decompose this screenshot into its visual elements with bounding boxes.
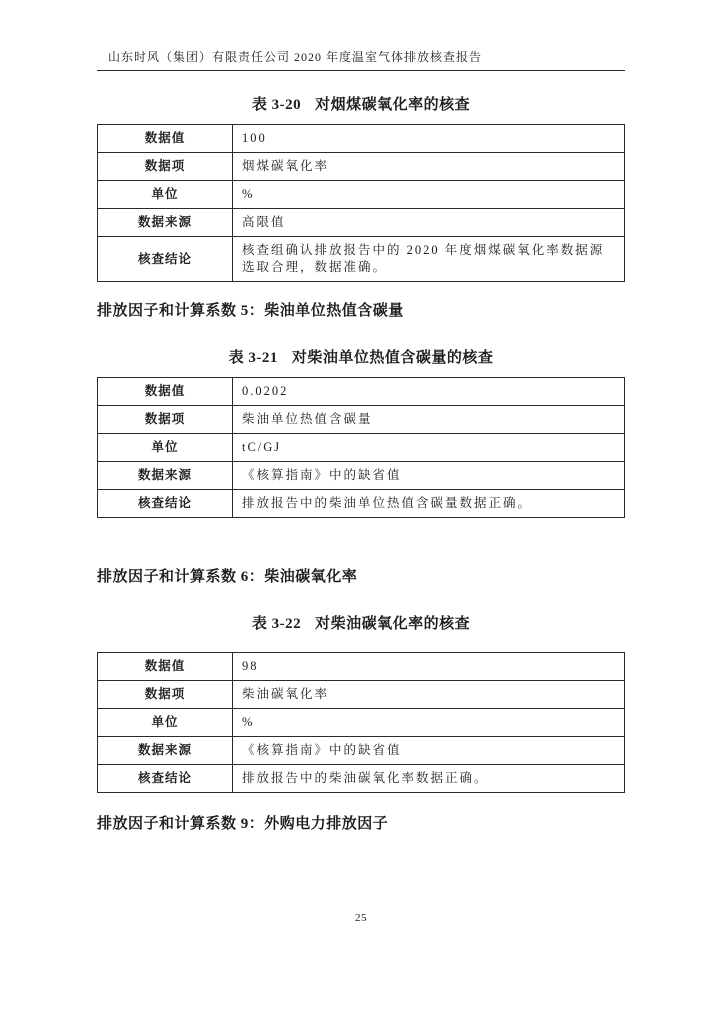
table-row (98, 490, 625, 518)
table-row (98, 209, 625, 237)
row-value-data-source: 《核算指南》中的缺省值 (233, 737, 625, 765)
row-value-data-item: 柴油碳氧化率 (233, 681, 625, 709)
table-caption-title: 对烟煤碳氧化率的核查 (315, 97, 471, 113)
section-heading-factor-5: 排放因子和计算系数 5：柴油单位热值含碳量 (97, 303, 404, 319)
row-label-data-value: 数据值 (98, 125, 233, 153)
table-row (98, 765, 625, 793)
row-value-data-value: 100 (233, 125, 625, 153)
table-row (98, 125, 625, 153)
verification-table-3-20 (97, 124, 625, 282)
row-value-data-value: 98 (233, 653, 625, 681)
row-label-unit: 单位 (98, 434, 233, 462)
table-row (98, 653, 625, 681)
row-value-unit: % (233, 181, 625, 209)
table-caption-3-20 (97, 96, 625, 115)
verification-table-3-22 (97, 652, 625, 793)
table-row (98, 709, 625, 737)
header-title: 山东时风（集团）有限责任公司 2020 年度温室气体排放核查报告 (108, 50, 483, 64)
table-row (98, 681, 625, 709)
row-value-data-item: 柴油单位热值含碳量 (233, 406, 625, 434)
table-caption-3-22 (97, 615, 625, 634)
row-value-unit: tC/GJ (233, 434, 625, 462)
section-heading-factor-9: 排放因子和计算系数 9：外购电力排放因子 (97, 816, 389, 832)
page-content (97, 0, 625, 834)
row-label-data-item: 数据项 (98, 406, 233, 434)
row-label-unit: 单位 (98, 181, 233, 209)
row-label-data-source: 数据来源 (98, 462, 233, 490)
row-value-conclusion: 排放报告中的柴油碳氧化率数据正确。 (233, 765, 625, 793)
row-label-conclusion: 核查结论 (98, 490, 233, 518)
table-caption-number: 表 3-22 (251, 616, 302, 632)
row-value-data-source: 高限值 (233, 209, 625, 237)
table-caption-number: 表 3-21 (228, 350, 278, 366)
table-row (98, 737, 625, 765)
row-label-data-value: 数据值 (98, 653, 233, 681)
table-row (98, 237, 625, 282)
table-row (98, 462, 625, 490)
row-label-data-source: 数据来源 (98, 737, 233, 765)
row-label-data-source: 数据来源 (98, 209, 233, 237)
row-value-conclusion: 排放报告中的柴油单位热值含碳量数据正确。 (233, 490, 625, 518)
row-label-unit: 单位 (98, 709, 233, 737)
row-value-data-item: 烟煤碳氧化率 (233, 153, 625, 181)
row-label-data-item: 数据项 (98, 681, 233, 709)
row-label-conclusion: 核查结论 (98, 765, 233, 793)
table-caption-number: 表 3-20 (251, 97, 302, 113)
table-row (98, 378, 625, 406)
section-heading-factor-6: 排放因子和计算系数 6：柴油碳氧化率 (97, 569, 358, 585)
row-value-data-source: 《核算指南》中的缺省值 (233, 462, 625, 490)
page-number: 25 (355, 912, 367, 924)
row-value-conclusion: 核查组确认排放报告中的 2020 年度烟煤碳氧化率数据源选取合理，数据准确。 (233, 237, 625, 282)
table-row (98, 153, 625, 181)
table-caption-title: 对柴油单位热值含碳量的核查 (291, 350, 494, 366)
row-value-data-value: 0.0202 (233, 378, 625, 406)
table-row (98, 181, 625, 209)
table-caption-title: 对柴油碳氧化率的核查 (315, 616, 471, 632)
table-caption-3-21 (97, 349, 625, 368)
table-row (98, 406, 625, 434)
row-label-conclusion: 核查结论 (98, 237, 233, 282)
row-label-data-value: 数据值 (98, 378, 233, 406)
row-label-data-item: 数据项 (98, 153, 233, 181)
page-header (97, 50, 625, 71)
table-row (98, 434, 625, 462)
row-value-unit: % (233, 709, 625, 737)
verification-table-3-21 (97, 377, 625, 518)
